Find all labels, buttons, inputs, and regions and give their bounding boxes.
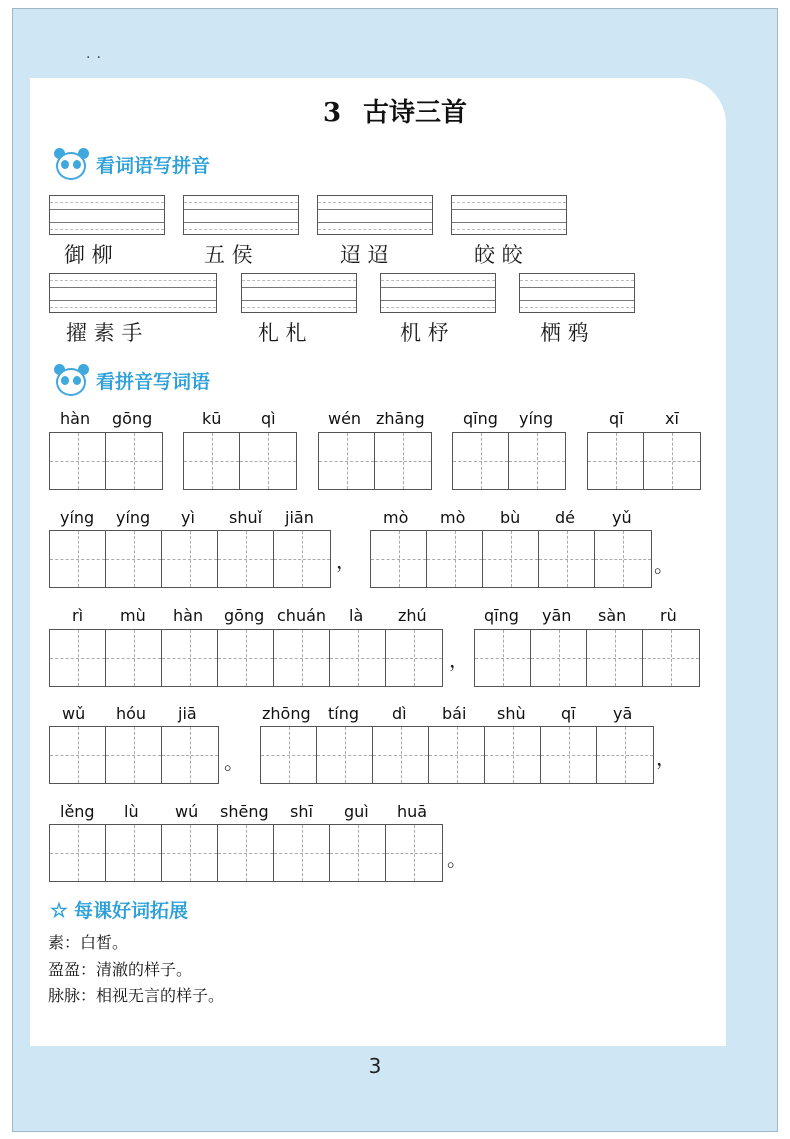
extension-entry: 脉脉：相视无言的样子。 <box>48 986 225 1005</box>
pinyin-label: hàn <box>173 606 204 625</box>
pinyin-label: yǔ <box>612 508 632 527</box>
pinyin-label: là <box>349 606 364 625</box>
grid-cell[interactable] <box>184 433 240 489</box>
grid-cell[interactable] <box>162 825 218 881</box>
grid-cell[interactable] <box>597 727 653 783</box>
pinyin-label: shù <box>497 704 526 723</box>
pinyin-label: qī <box>609 409 624 428</box>
grid-cell[interactable] <box>330 825 386 881</box>
word-label: 札 札 <box>258 321 307 345</box>
pinyin-label: rì <box>72 606 84 625</box>
pinyin-label: sàn <box>598 606 627 625</box>
extension-entry: 素：白皙。 <box>48 933 129 952</box>
writing-grid[interactable] <box>452 432 566 490</box>
section-heading-3-text: 每课好词拓展 <box>73 900 188 922</box>
pinyin-label: lěng <box>60 802 95 821</box>
grid-cell[interactable] <box>509 433 565 489</box>
pinyin-label: yān <box>542 606 572 625</box>
pinyin-label: yíng <box>519 409 554 428</box>
pinyin-label: bù <box>500 508 521 527</box>
grid-cell[interactable] <box>218 531 274 587</box>
writing-grid[interactable] <box>370 530 652 588</box>
pinyin-answer-box[interactable] <box>49 273 217 313</box>
grid-cell[interactable] <box>485 727 541 783</box>
pinyin-label: zhōng <box>262 704 311 723</box>
pinyin-label: chuán <box>277 606 327 625</box>
grid-cell[interactable] <box>274 531 330 587</box>
grid-cell[interactable] <box>643 630 699 686</box>
comma-mark: ， <box>336 549 356 573</box>
grid-cell[interactable] <box>375 433 431 489</box>
section-heading-2-text: 看拼音写词语 <box>96 370 211 393</box>
pinyin-answer-box[interactable] <box>380 273 496 313</box>
grid-cell[interactable] <box>50 825 106 881</box>
grid-cell[interactable] <box>371 531 427 587</box>
grid-cell[interactable] <box>595 531 651 587</box>
panda-icon <box>50 146 90 182</box>
grid-cell[interactable] <box>541 727 597 783</box>
writing-grid[interactable] <box>49 432 163 490</box>
writing-grid[interactable] <box>260 726 654 784</box>
grid-cell[interactable] <box>427 531 483 587</box>
pinyin-label: qì <box>261 409 276 428</box>
grid-cell[interactable] <box>106 433 162 489</box>
grid-cell[interactable] <box>330 630 386 686</box>
pinyin-label: bái <box>442 704 467 723</box>
grid-cell[interactable] <box>373 727 429 783</box>
pinyin-label: mù <box>120 606 146 625</box>
writing-grid[interactable] <box>474 629 700 687</box>
extension-entry: 盈盈：清澈的样子。 <box>48 960 193 979</box>
pinyin-label: huā <box>397 802 428 821</box>
section-heading-1 <box>50 146 210 182</box>
word-label: 五 侯 <box>204 243 253 267</box>
writing-grid[interactable] <box>183 432 297 490</box>
grid-cell[interactable] <box>162 630 218 686</box>
pinyin-label: qīng <box>484 606 519 625</box>
writing-grid[interactable] <box>49 629 443 687</box>
writing-grid[interactable] <box>587 432 701 490</box>
grid-cell[interactable] <box>317 727 373 783</box>
grid-cell[interactable] <box>531 630 587 686</box>
grid-cell[interactable] <box>319 433 375 489</box>
pinyin-answer-box[interactable] <box>241 273 357 313</box>
pinyin-label: shuǐ <box>229 508 263 527</box>
word-label: 御 柳 <box>64 243 113 267</box>
grid-cell[interactable] <box>588 433 644 489</box>
grid-cell[interactable] <box>162 727 218 783</box>
pinyin-label: yíng <box>116 508 151 527</box>
grid-cell[interactable] <box>475 630 531 686</box>
panda-icon <box>50 362 90 398</box>
grid-cell[interactable] <box>274 825 330 881</box>
pinyin-label: qī <box>561 704 576 723</box>
grid-cell[interactable] <box>218 825 274 881</box>
pinyin-label: zhāng <box>376 409 425 428</box>
pinyin-label: zhú <box>398 606 427 625</box>
grid-cell[interactable] <box>644 433 700 489</box>
grid-cell[interactable] <box>106 825 162 881</box>
grid-cell[interactable] <box>386 630 442 686</box>
pinyin-answer-box[interactable] <box>183 195 299 235</box>
grid-cell[interactable] <box>240 433 296 489</box>
star-icon: ☆ <box>50 897 68 922</box>
pinyin-label: qīng <box>463 409 498 428</box>
pinyin-label: yā <box>613 704 633 723</box>
grid-cell[interactable] <box>386 825 442 881</box>
pinyin-label: mò <box>383 508 409 527</box>
period-mark: 。 <box>447 847 467 871</box>
grid-cell[interactable] <box>261 727 317 783</box>
section-heading-2 <box>50 362 210 398</box>
grid-cell[interactable] <box>429 727 485 783</box>
grid-cell[interactable] <box>106 727 162 783</box>
pinyin-label: kū <box>202 409 222 428</box>
writing-grid[interactable] <box>49 530 331 588</box>
page-number: 3 <box>368 1054 382 1078</box>
pinyin-answer-box[interactable] <box>317 195 433 235</box>
pinyin-label: lù <box>124 802 139 821</box>
page-title <box>0 92 790 129</box>
lesson-title: 古诗三首 <box>363 98 468 128</box>
word-label: 擢 素 手 <box>66 321 143 345</box>
word-label: 皎 皎 <box>474 243 523 267</box>
pinyin-label: gōng <box>112 409 153 428</box>
grid-cell[interactable] <box>50 433 106 489</box>
pinyin-label: xī <box>665 409 679 428</box>
pinyin-label: hàn <box>60 409 91 428</box>
grid-cell[interactable] <box>50 630 106 686</box>
lesson-number: 3 <box>322 98 342 128</box>
pinyin-label: dì <box>392 704 407 723</box>
period-mark: 。 <box>224 750 244 774</box>
pinyin-answer-box[interactable] <box>451 195 567 235</box>
pinyin-label: jiān <box>285 508 314 527</box>
pinyin-label: mò <box>440 508 466 527</box>
grid-cell[interactable] <box>539 531 595 587</box>
pinyin-label: wǔ <box>62 704 86 723</box>
pinyin-label: shēng <box>220 802 269 821</box>
pinyin-label: jiā <box>178 704 197 723</box>
pinyin-label: rù <box>660 606 677 625</box>
grid-cell[interactable] <box>50 531 106 587</box>
comma-mark: ， <box>449 648 469 672</box>
pinyin-label: gōng <box>224 606 265 625</box>
writing-grid[interactable] <box>318 432 432 490</box>
period-mark: 。 <box>654 553 674 577</box>
pinyin-label: wú <box>175 802 199 821</box>
grid-cell[interactable] <box>483 531 539 587</box>
pinyin-label: shī <box>290 802 313 821</box>
pinyin-label: dé <box>555 508 575 527</box>
word-label: 栖 鸦 <box>540 321 589 345</box>
section-heading-3 <box>50 896 188 923</box>
section-heading-1-text: 看词语写拼音 <box>96 154 211 177</box>
comma-mark: ， <box>656 746 676 770</box>
grid-cell[interactable] <box>218 630 274 686</box>
word-label: 机 杼 <box>400 321 449 345</box>
pinyin-label: hóu <box>116 704 147 723</box>
pinyin-label: tíng <box>328 704 360 723</box>
writing-grid[interactable] <box>49 726 219 784</box>
pinyin-label: wén <box>328 409 362 428</box>
pinyin-answer-box[interactable] <box>49 195 165 235</box>
pinyin-label: yíng <box>60 508 95 527</box>
grid-cell[interactable] <box>587 630 643 686</box>
pinyin-label: guì <box>344 802 369 821</box>
grid-cell[interactable] <box>106 531 162 587</box>
grid-cell[interactable] <box>50 727 106 783</box>
word-label: 迢 迢 <box>340 243 389 267</box>
pinyin-answer-box[interactable] <box>519 273 635 313</box>
pinyin-label: yì <box>181 508 195 527</box>
grid-cell[interactable] <box>162 531 218 587</box>
grid-cell[interactable] <box>106 630 162 686</box>
grid-cell[interactable] <box>274 630 330 686</box>
writing-grid[interactable] <box>49 824 443 882</box>
grid-cell[interactable] <box>453 433 509 489</box>
decorative-dots: ·· <box>86 50 107 66</box>
